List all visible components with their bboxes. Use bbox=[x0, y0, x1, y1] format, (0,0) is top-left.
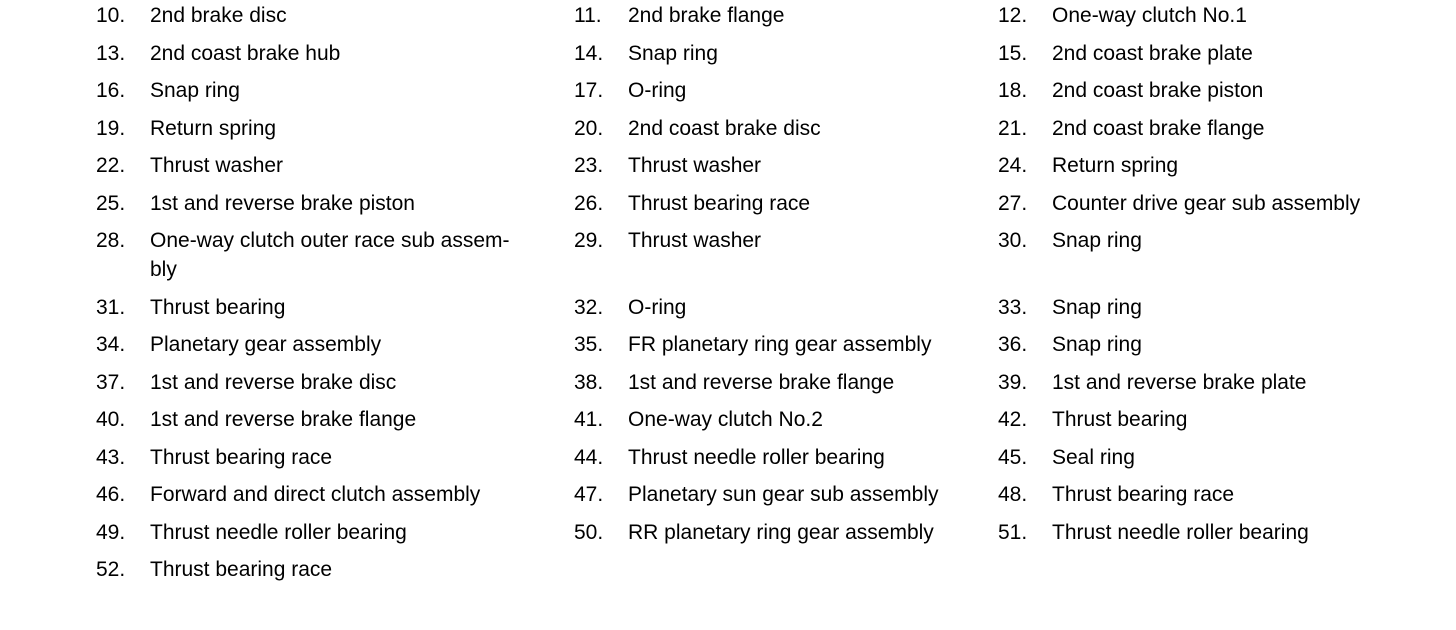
part-item bbox=[96, 151, 574, 180]
part-name: Thrust needle roller bearing bbox=[1052, 520, 1309, 544]
part-number: 49. bbox=[96, 520, 126, 544]
part-item bbox=[96, 555, 574, 584]
part-number: 22. bbox=[96, 154, 126, 177]
part-name: Thrust bearing race bbox=[628, 191, 811, 215]
part-name: Thrust bearing race bbox=[150, 558, 333, 581]
part-item bbox=[998, 1, 1452, 30]
parts-row bbox=[0, 76, 1456, 105]
part-item bbox=[998, 368, 1452, 397]
part-number: 38. bbox=[574, 370, 604, 394]
part-name: 1st and reverse brake piston bbox=[150, 191, 415, 215]
part-name: Thrust needle roller bearing bbox=[628, 445, 885, 469]
part-name: Return spring bbox=[1052, 154, 1179, 177]
part-number: 26. bbox=[574, 191, 604, 215]
part-number: 20. bbox=[574, 116, 604, 140]
part-item bbox=[96, 1, 574, 30]
part-name: 2nd coast brake flange bbox=[1052, 116, 1265, 140]
part-item bbox=[574, 189, 998, 218]
part-name: 2nd brake disc bbox=[150, 4, 287, 27]
part-item bbox=[998, 405, 1452, 434]
part-item bbox=[96, 443, 574, 472]
parts-row bbox=[0, 368, 1456, 397]
part-number: 18. bbox=[998, 79, 1028, 102]
part-item bbox=[574, 226, 998, 284]
parts-row bbox=[0, 405, 1456, 434]
part-number: 19. bbox=[96, 116, 126, 140]
part-name: Thrust washer bbox=[628, 154, 762, 177]
part-number: 43. bbox=[96, 445, 126, 469]
part-number: 35. bbox=[574, 333, 604, 356]
part-number: 51. bbox=[998, 520, 1028, 544]
part-number: 46. bbox=[96, 483, 126, 506]
part-item bbox=[998, 114, 1452, 143]
parts-row bbox=[0, 39, 1456, 68]
part-name: Snap ring bbox=[1052, 229, 1142, 252]
part-name: FR planetary ring gear assembly bbox=[628, 333, 932, 356]
parts-row bbox=[0, 114, 1456, 143]
part-item bbox=[574, 1, 998, 30]
part-number: 17. bbox=[574, 79, 604, 102]
part-name: One-way clutch No.2 bbox=[628, 408, 823, 431]
part-name: 1st and reverse brake flange bbox=[150, 408, 417, 431]
parts-row bbox=[0, 293, 1456, 322]
part-item bbox=[96, 226, 574, 284]
part-number: 31. bbox=[96, 295, 126, 319]
part-name: 2nd brake flange bbox=[628, 4, 785, 27]
part-name: Snap ring bbox=[628, 41, 718, 65]
part-name: 2nd coast brake disc bbox=[628, 116, 821, 140]
part-number: 12. bbox=[998, 4, 1028, 27]
part-name: Planetary sun gear sub assembly bbox=[628, 483, 939, 506]
part-name: Thrust bearing race bbox=[1052, 483, 1235, 506]
part-name: One-way clutch outer race sub assem- bly bbox=[150, 229, 510, 281]
part-name: 1st and reverse brake flange bbox=[628, 370, 895, 394]
part-number: 10. bbox=[96, 4, 126, 27]
part-number: 45. bbox=[998, 445, 1028, 469]
part-number: 37. bbox=[96, 370, 126, 394]
part-item bbox=[998, 518, 1452, 547]
part-number: 27. bbox=[998, 191, 1028, 215]
part-number: 44. bbox=[574, 445, 604, 469]
part-name: Thrust bearing bbox=[1052, 408, 1188, 431]
part-item bbox=[574, 76, 998, 105]
part-number: 40. bbox=[96, 408, 126, 431]
part-item bbox=[96, 293, 574, 322]
part-item bbox=[96, 368, 574, 397]
part-number: 23. bbox=[574, 154, 604, 177]
part-name: Seal ring bbox=[1052, 445, 1135, 469]
part-number: 34. bbox=[96, 333, 126, 356]
part-name: Planetary gear assembly bbox=[150, 333, 382, 356]
part-number: 25. bbox=[96, 191, 126, 215]
part-number: 48. bbox=[998, 483, 1028, 506]
parts-row bbox=[0, 555, 1456, 584]
parts-row bbox=[0, 443, 1456, 472]
part-number: 21. bbox=[998, 116, 1028, 140]
part-item bbox=[96, 330, 574, 359]
part-item bbox=[574, 368, 998, 397]
part-item bbox=[574, 39, 998, 68]
part-number: 50. bbox=[574, 520, 604, 544]
part-name: 2nd coast brake hub bbox=[150, 41, 341, 65]
part-number: 41. bbox=[574, 408, 604, 431]
parts-row bbox=[0, 226, 1456, 284]
parts-row bbox=[0, 1, 1456, 30]
part-number: 15. bbox=[998, 41, 1028, 65]
part-item bbox=[574, 293, 998, 322]
part-item bbox=[96, 39, 574, 68]
part-item bbox=[574, 518, 998, 547]
part-name: Snap ring bbox=[1052, 295, 1142, 319]
part-name: O-ring bbox=[628, 79, 687, 102]
part-number: 14. bbox=[574, 41, 604, 65]
part-name: Thrust bearing race bbox=[150, 445, 333, 469]
part-number: 30. bbox=[998, 229, 1028, 252]
part-item bbox=[998, 76, 1452, 105]
part-number: 24. bbox=[998, 154, 1028, 177]
part-name: 1st and reverse brake plate bbox=[1052, 370, 1307, 394]
part-number: 29. bbox=[574, 229, 604, 252]
part-item bbox=[998, 39, 1452, 68]
part-number: 13. bbox=[96, 41, 126, 65]
part-number: 47. bbox=[574, 483, 604, 506]
part-item bbox=[574, 480, 998, 509]
part-number: 28. bbox=[96, 229, 126, 252]
parts-row bbox=[0, 480, 1456, 509]
part-name: Snap ring bbox=[150, 79, 240, 102]
part-item bbox=[574, 330, 998, 359]
part-name: One-way clutch No.1 bbox=[1052, 4, 1247, 27]
part-item bbox=[998, 293, 1452, 322]
part-name: O-ring bbox=[628, 295, 687, 319]
part-number: 52. bbox=[96, 558, 126, 581]
part-item bbox=[998, 330, 1452, 359]
part-item bbox=[96, 189, 574, 218]
part-item bbox=[96, 405, 574, 434]
part-name: Thrust washer bbox=[150, 154, 284, 177]
part-number: 16. bbox=[96, 79, 126, 102]
parts-row bbox=[0, 151, 1456, 180]
part-name: Return spring bbox=[150, 116, 277, 140]
part-number: 36. bbox=[998, 333, 1028, 356]
part-name: 2nd coast brake plate bbox=[1052, 41, 1253, 65]
part-item bbox=[574, 151, 998, 180]
part-number: 32. bbox=[574, 295, 604, 319]
part-name: Thrust bearing bbox=[150, 295, 286, 319]
part-item bbox=[998, 151, 1452, 180]
part-number: 33. bbox=[998, 295, 1028, 319]
part-number: 39. bbox=[998, 370, 1028, 394]
parts-row bbox=[0, 330, 1456, 359]
part-name: Forward and direct clutch assembly bbox=[150, 483, 481, 506]
parts-row bbox=[0, 518, 1456, 547]
part-name: Thrust washer bbox=[628, 229, 762, 252]
part-item bbox=[96, 76, 574, 105]
part-number: 42. bbox=[998, 408, 1028, 431]
part-name: 1st and reverse brake disc bbox=[150, 370, 397, 394]
part-item bbox=[574, 114, 998, 143]
part-number: 11. bbox=[574, 4, 602, 27]
part-item bbox=[998, 480, 1452, 509]
part-name: 2nd coast brake piston bbox=[1052, 79, 1264, 102]
part-item bbox=[574, 405, 998, 434]
part-item bbox=[574, 443, 998, 472]
part-name: RR planetary ring gear assembly bbox=[628, 520, 934, 544]
part-item bbox=[96, 518, 574, 547]
part-item bbox=[998, 226, 1452, 284]
part-item bbox=[998, 443, 1452, 472]
part-item bbox=[96, 480, 574, 509]
part-name: Counter drive gear sub assembly bbox=[1052, 191, 1361, 215]
part-item bbox=[96, 114, 574, 143]
parts-row bbox=[0, 189, 1456, 218]
part-item bbox=[998, 189, 1452, 218]
part-name: Snap ring bbox=[1052, 333, 1142, 356]
part-name: Thrust needle roller bearing bbox=[150, 520, 407, 544]
